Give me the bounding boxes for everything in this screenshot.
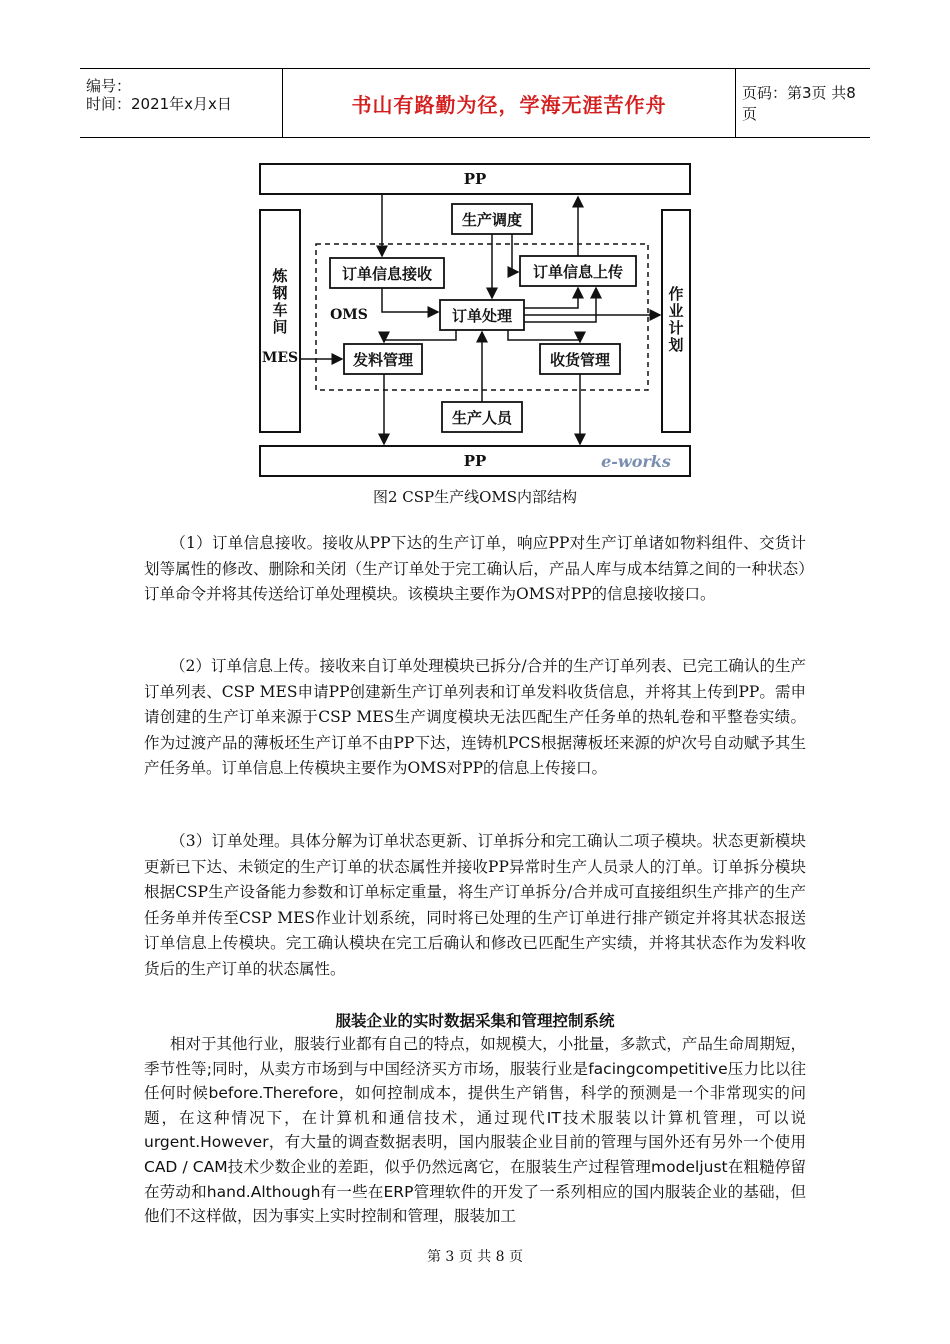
- work-plan-label: 作业计划: [666, 286, 685, 354]
- watermark-logo: e-works: [601, 451, 671, 471]
- paragraph-2: [144, 654, 806, 782]
- staff-label: 生产人员: [451, 408, 512, 427]
- document-number-label: 编号：: [86, 77, 132, 95]
- header-left-cell: [80, 69, 282, 137]
- oms-label: OMS: [330, 307, 368, 323]
- header-motto: 书山有路勤为径，学海无涯苦作舟: [351, 92, 667, 117]
- steel-workshop-label: 炼钢车间: [270, 268, 289, 336]
- paragraph-2-text: （2）订单信息上传。接收来自订单处理模块已拆分/合并的生产订单列表、已完工确认的生产订单列表、CSP MES申请PP创建新生产订单列表和订单发料收货信息，并将其上传到PP。需申请创建的生产订单来源于CSP MES生产调度模块无法匹配生产任务单的热轧卷和平整卷实绩。作为过渡产品的薄板坯生产订单不由PP下达，连铸机PCS根据薄板坯来源的炉次号自动赋予其生产任务单。订单信息上传模块主要作为OMS对PP的信息上传接口。: [144, 657, 806, 777]
- scheduling-label: 生产调度: [461, 210, 522, 229]
- paragraph-3: [144, 829, 806, 982]
- order-receive-label: 订单信息接收: [341, 264, 432, 283]
- paragraph-1: [144, 531, 806, 608]
- oms-structure-diagram: [256, 162, 696, 480]
- section-title: 服装企业的实时数据采集和管理控制系统: [335, 1011, 615, 1030]
- order-process-label: 订单处理: [451, 306, 512, 325]
- document-date: 时间：2021年x月x日: [86, 95, 232, 113]
- header-page-info: 页码：第3页 共8页: [742, 84, 856, 123]
- order-upload-label: 订单信息上传: [532, 262, 623, 281]
- pp-bottom-label: PP: [463, 452, 487, 470]
- section-paragraph-text: 相对于其他行业，服装行业都有自己的特点，如规模大，小批量，多款式，产品生命周期短，季节性等;同时，从卖方市场到与中国经济买方市场，服装行业是facingcompetitive压力比以往任何时候before.Therefore，如何控制成本，提供生产销售，科学的预测是一个非常现实的问题，在这种情况下，在计算机和通信技术，通过现代IT技术服装以计算机管理，可以说urgent.However，有大量的调查数据表明，国内服装企业目前的管理与国外还有另外一个使用CAD / CAM技术少数企业的差距，似乎仍然远离它，在服装生产过程管理modeljust在粗糙停留在劳动和hand.Although有一些在ERP管理软件的开发了一系列相应的国内服装企业的基础，但他们不这样做，因为事实上实时控制和管理，服装加工: [144, 1035, 806, 1226]
- header-center-cell: [282, 69, 736, 137]
- goods-receipt-label: 收货管理: [549, 350, 610, 369]
- figure-caption: 图2 CSP生产线OMS内部结构: [372, 488, 578, 506]
- paragraph-1-text: （1）订单信息接收。接收从PP下达的生产订单，响应PP对生产订单诸如物料组件、交货计划等属性的修改、删除和关闭（生产订单处于完工确认后，产品人库与成本结算之间的一种状态）订单命令并将其传送给订单处理模块。该模块主要作为OMS对PP的信息接收接口。: [144, 534, 806, 603]
- page-header: [80, 68, 870, 138]
- material-issue-label: 发料管理: [352, 350, 413, 369]
- steel-workshop-mes-label: MES: [261, 350, 299, 366]
- page-footer: 第 3 页 共 8 页: [426, 1249, 524, 1265]
- paragraph-3-text: （3）订单处理。具体分解为订单状态更新、订单拆分和完工确认二项子模块。状态更新模块更新已下达、未锁定的生产订单的状态属性并接收PP异常时生产人员录人的汀单。订单拆分模块根据CSP生产设备能力参数和订单标定重量，将生产订单拆分/合并成可直接组织生产排产的生产任务单并传至CSP MES作业计划系统，同时将已处理的生产订单进行排产锁定并将其状态报送订单信息上传模块。完工确认模块在完工后确认和修改已匹配生产实绩，并将其状态作为发料收货后的生产订单的状态属性。: [144, 832, 806, 978]
- section-paragraph: [144, 1032, 806, 1229]
- pp-top-label: PP: [463, 170, 487, 188]
- header-right-cell: [736, 69, 870, 137]
